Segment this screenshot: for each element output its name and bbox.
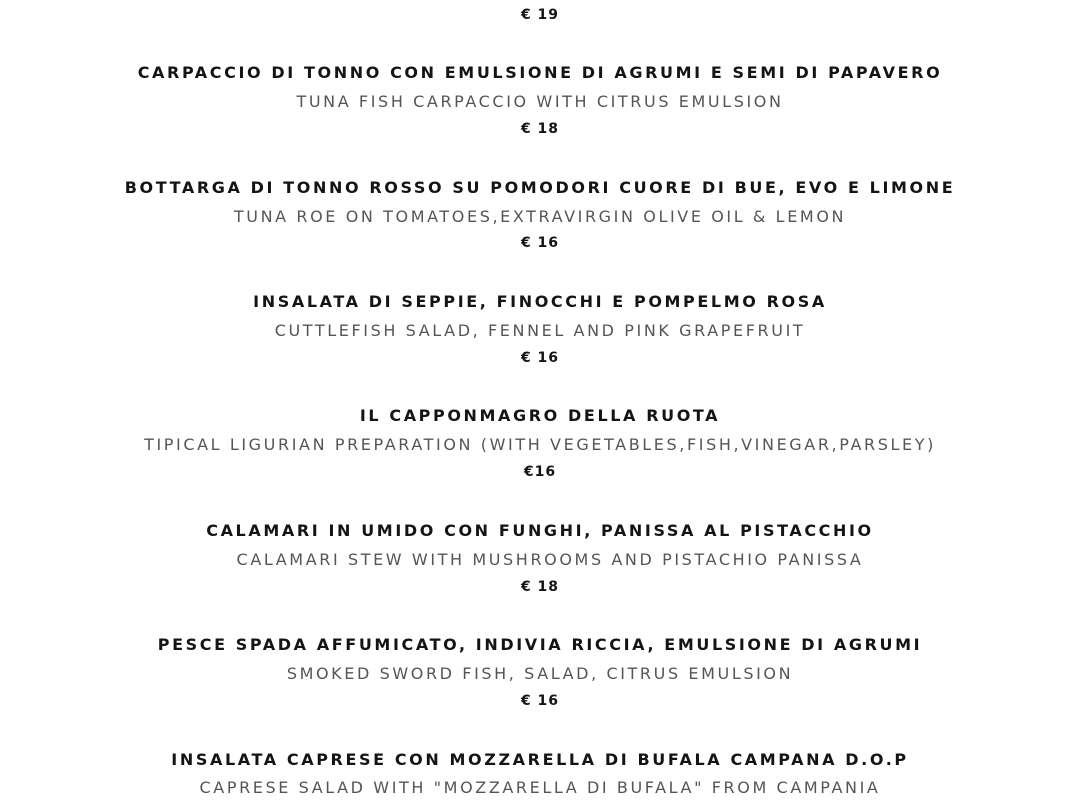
item-name-english: TIPICAL LIGURIAN PREPARATION (WITH VEGETABLES,FISH,VINEGAR,PARSLEY) <box>144 435 936 454</box>
item-price: € 18 <box>520 121 560 137</box>
item-name-english: CAPRESE SALAD WITH "MOZZARELLA DI BUFALA" FROM CAMPANIA <box>199 778 881 797</box>
item-name-english: SMOKED SWORD FISH, SALAD, CITRUS EMULSION <box>286 664 794 683</box>
item-name-italian: IL CAPPONMAGRO DELLA RUOTA <box>359 406 721 425</box>
item-price: € 18 <box>520 579 560 595</box>
item-name-italian: INSALATA CAPRESE CON MOZZARELLA DI BUFALA CAMPANA D.O.P <box>171 750 909 769</box>
item-name-italian: BOTTARGA DI TONNO ROSSO SU POMODORI CUORE DI BUE, EVO E LIMONE <box>124 178 956 197</box>
item-price: € 19 <box>520 7 560 23</box>
item-name-english: TUNA FISH CARPACCIO WITH CITRUS EMULSION <box>296 92 784 111</box>
item-name-italian: CARPACCIO DI TONNO CON EMULSIONE DI AGRUMI E SEMI DI PAPAVERO <box>137 63 943 82</box>
item-price: €16 <box>523 464 557 480</box>
item-name-italian: INSALATA DI SEPPIE, FINOCCHI E POMPELMO ROSA <box>253 292 827 311</box>
item-price: € 16 <box>520 350 560 366</box>
item-name-english: CALAMARI STEW WITH MUSHROOMS AND PISTACHIO PANISSA <box>236 550 864 569</box>
item-name-english: CUTTLEFISH SALAD, FENNEL AND PINK GRAPEFRUIT <box>274 321 806 340</box>
item-name-italian: CALAMARI IN UMIDO CON FUNGHI, PANISSA AL PISTACCHIO <box>206 521 874 540</box>
item-name-english: TUNA ROE ON TOMATOES,EXTRAVIRGIN OLIVE OIL & LEMON <box>233 207 847 226</box>
item-price: € 16 <box>520 235 560 251</box>
item-price: € 16 <box>520 693 560 709</box>
item-name-italian: PESCE SPADA AFFUMICATO, INDIVIA RICCIA, EMULSIONE DI AGRUMI <box>157 635 923 654</box>
